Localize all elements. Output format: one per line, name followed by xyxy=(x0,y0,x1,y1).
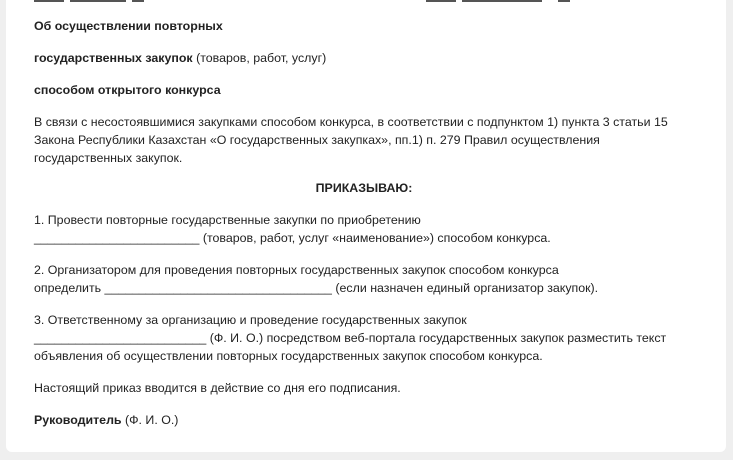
document-card xyxy=(6,0,726,452)
intro-paragraph: В связи с несостоявшимися закупками способом конкурса, в соответствии с подпунктом 1) пункта 3 статьи 15 Закона Республики Казахстан «О государственных закупках», пп.1) п. 279 Правил осуществления государственных закупок. xyxy=(34,115,668,165)
doc-heading-line3: способом открытого конкурса xyxy=(34,83,221,97)
blank-field: _________________________________ xyxy=(104,281,332,295)
signature-line: Руководитель (Ф. И. О.) xyxy=(34,413,179,427)
doc-heading-line2: государственных закупок (товаров, работ, услуг) xyxy=(34,51,327,65)
doc-heading-line1: Об осуществлении повторных xyxy=(34,19,223,33)
order-document xyxy=(34,17,694,429)
item-2: 2. Организатором для проведения повторных государственных закупок способом конкурса определить _________________________________ (если назначен единый организатор закупок). xyxy=(34,263,599,295)
effective-clause: Настоящий приказ вводится в действие со дня его подписания. xyxy=(34,381,401,395)
item-1: 1. Провести повторные государственные закупки по приобретению ________________________ (товаров, работ, услуг «наименование») способом конкурса. xyxy=(34,213,551,245)
blank-field: ________________________ xyxy=(34,231,200,245)
blank-field: _________________________ xyxy=(34,331,207,345)
item-3: 3. Ответственному за организацию и проведение государственных закупок _________________________ (Ф. И. О.) посредством веб-портала государственных закупок разместить текст объявления об осуществлении повторных государственных закупок способом конкурса. xyxy=(34,313,667,363)
top-blank-lines xyxy=(6,0,726,6)
order-word: ПРИКАЗЫВАЮ: xyxy=(315,181,413,195)
